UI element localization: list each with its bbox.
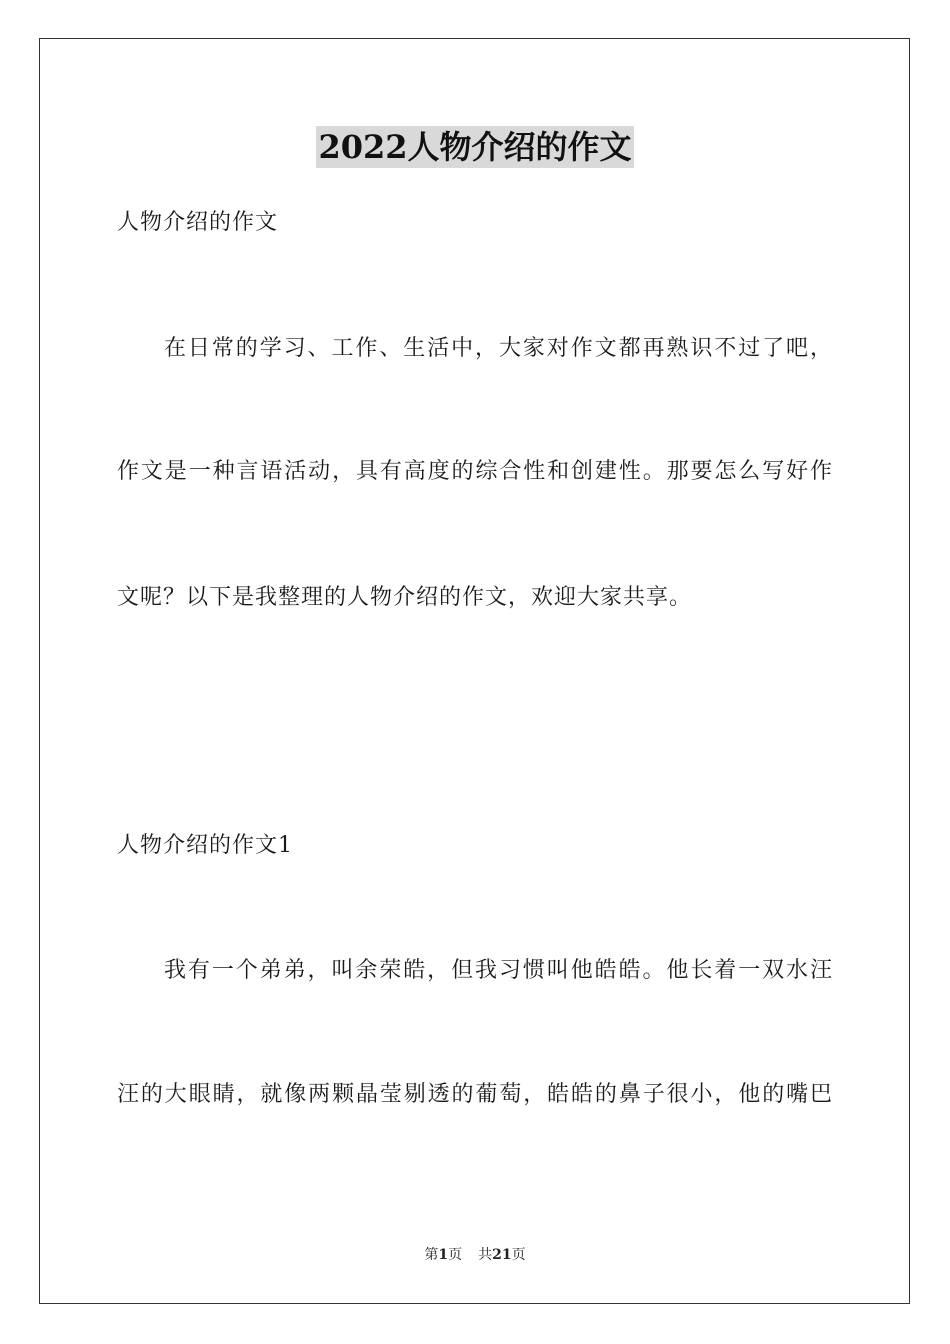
footer-total-pages: 21 <box>492 1247 512 1263</box>
section-line-2: 汪的大眼睛，就像两颗晶莹剔透的葡萄，皓皓的鼻子很小，他的嘴巴 <box>117 1082 833 1107</box>
intro-line-2: 作文是一种言语活动，具有高度的综合性和创建性。那要怎么写好作 <box>117 459 833 484</box>
document-title <box>0 126 950 168</box>
section-line-1: 我有一个弟弟，叫余荣皓，但我习惯叫他皓皓。他长着一双水汪 <box>164 958 833 983</box>
section-heading: 人物介绍的作文1 <box>117 833 293 858</box>
footer-page-prefix: 第 <box>424 1247 439 1263</box>
document-subtitle: 人物介绍的作文 <box>117 210 279 235</box>
footer-page-suffix: 页 <box>448 1247 463 1263</box>
intro-line-3: 文呢？以下是我整理的人物介绍的作文，欢迎大家共享。 <box>117 585 693 610</box>
intro-line-1: 在日常的学习、工作、生活中，大家对作文都再熟识不过了吧， <box>164 336 833 361</box>
page-footer <box>0 1246 950 1264</box>
footer-page-number: 1 <box>438 1247 449 1263</box>
footer-total-prefix: 共 <box>478 1247 493 1263</box>
document-title-text: 2022人物介绍的作文 <box>318 128 632 166</box>
footer-total-suffix: 页 <box>511 1247 526 1263</box>
